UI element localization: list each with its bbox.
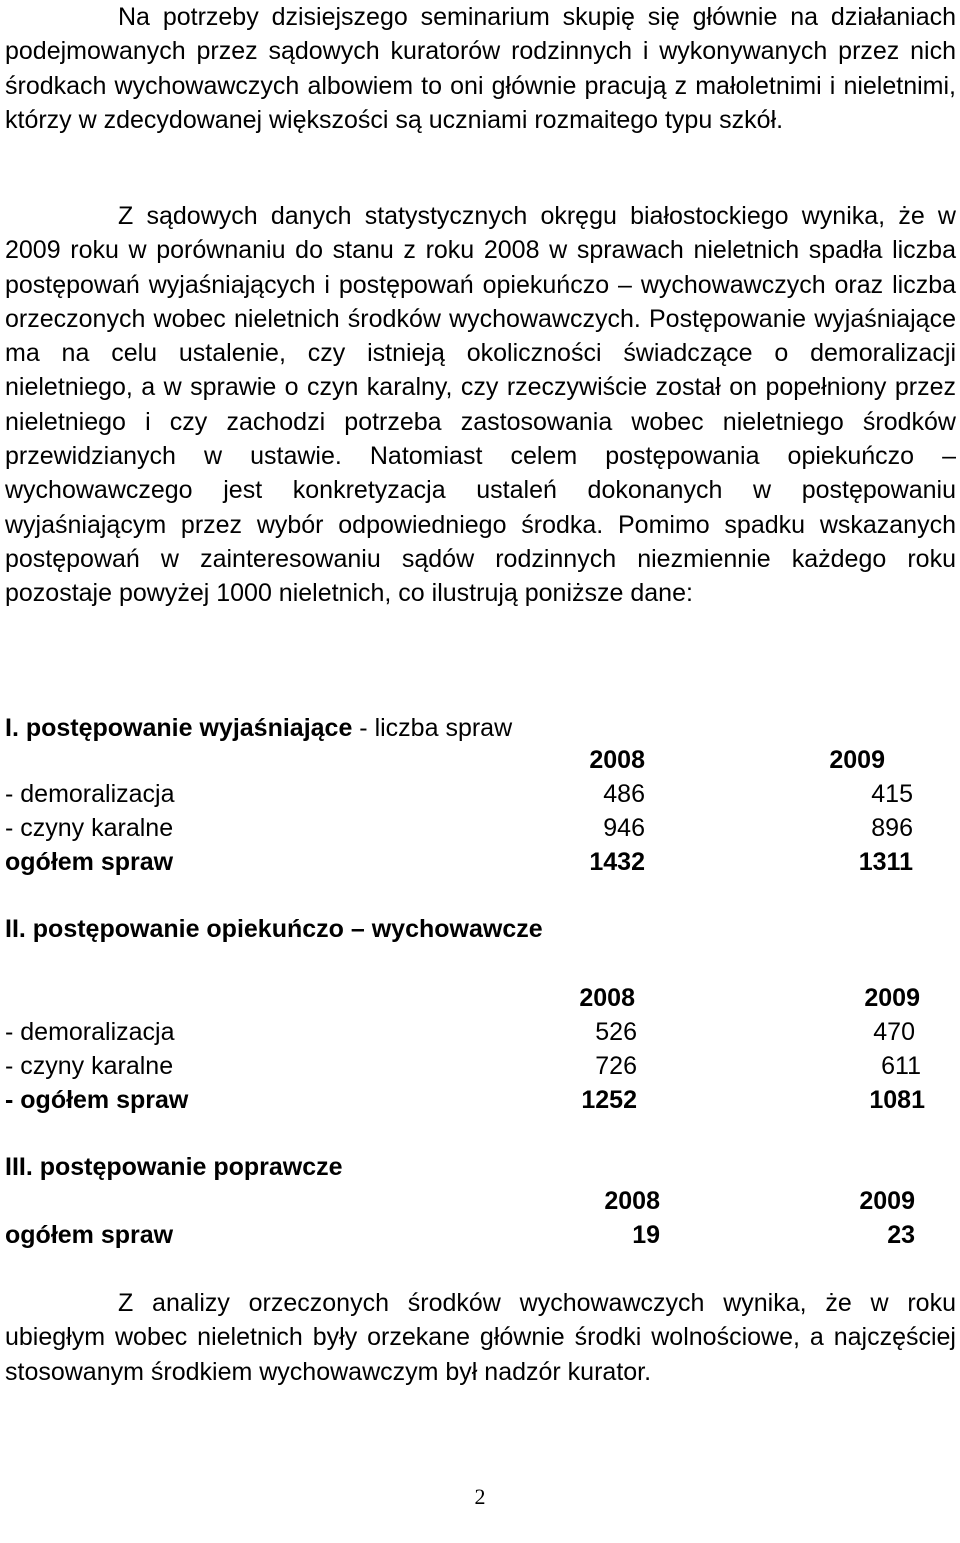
section-1-year-2009: 2009 bbox=[829, 746, 885, 774]
section-1-title bbox=[5, 711, 512, 745]
table-row bbox=[5, 1049, 955, 1083]
section-1-year-header bbox=[5, 743, 955, 777]
section-3-year-header bbox=[5, 1184, 955, 1218]
section-2-title: II. postępowanie opiekuńczo – wychowawcze bbox=[5, 915, 543, 943]
section-1-title-rest: - liczba spraw bbox=[352, 714, 513, 742]
row-label: - demoralizacja bbox=[5, 1018, 175, 1046]
value-2009: 1081 bbox=[869, 1086, 925, 1114]
section-2-year-header bbox=[5, 981, 955, 1015]
section-2-year-2009: 2009 bbox=[864, 984, 920, 1012]
section-2-year-2008: 2008 bbox=[579, 984, 635, 1012]
value-2009: 470 bbox=[873, 1018, 915, 1046]
row-label: - czyny karalne bbox=[5, 814, 174, 842]
value-2008: 1432 bbox=[589, 848, 645, 876]
value-2008: 726 bbox=[595, 1052, 637, 1080]
intro-paragraph: Na potrzeby dzisiejszego seminarium skupię się głównie na działaniach podejmowanych przez sądowych kuratorów rodzinnych i wykonywanych przez nich środkach wychowawczych albowiem to oni głównie pracują z małoletnimi i nieletnimi, którzy w zdecydowanej większości są uczniami rozmaitego typu szkół. bbox=[5, 3, 956, 134]
conclusion-paragraph: Z analizy orzeczonych środków wychowawczych wynika, że w roku ubiegłym wobec nieletnich były orzekane głównie środki wolnościowe, a najczęściej stosowanym środkiem wychowawczym był nadzór kurator. bbox=[5, 1289, 956, 1386]
section-3-year-2008: 2008 bbox=[604, 1187, 660, 1215]
row-label: - demoralizacja bbox=[5, 780, 175, 808]
value-2009: 415 bbox=[871, 780, 913, 808]
section-3-title: III. postępowanie poprawcze bbox=[5, 1153, 343, 1181]
value-2009: 611 bbox=[881, 1052, 921, 1080]
page-number: 2 bbox=[474, 1484, 486, 1509]
value-2009: 896 bbox=[871, 814, 913, 842]
row-label: - ogółem spraw bbox=[5, 1086, 189, 1114]
value-2009: 23 bbox=[887, 1221, 915, 1249]
section-1-title-bold: I. postępowanie wyjaśniające bbox=[5, 714, 353, 742]
table-row-total bbox=[5, 845, 955, 879]
section-1-year-2008: 2008 bbox=[589, 746, 645, 774]
row-label: ogółem spraw bbox=[5, 1221, 174, 1249]
value-2009: 1311 bbox=[858, 848, 913, 876]
table-row-total bbox=[5, 1218, 955, 1252]
table-row-total bbox=[5, 1083, 955, 1117]
section-3-year-2009: 2009 bbox=[859, 1187, 915, 1215]
table-row bbox=[5, 811, 955, 845]
value-2008: 946 bbox=[603, 814, 645, 842]
row-label: ogółem spraw bbox=[5, 848, 174, 876]
statistics-paragraph: Z sądowych danych statystycznych okręgu białostockiego wynika, że w 2009 roku w porównaniu do stanu z roku 2008 w sprawach nieletnich spadła liczba postępowań wyjaśniających i postępowań opiekuńczo – wychowawczych oraz liczba orzeczonych wobec nieletnich środków wychowawczych. Postępowanie wyjaśniające ma na celu ustalenie, czy istnieją okoliczności świadczące o demoralizacji nieletniego, a w sprawie o czyn karalny, czy rzeczywiście został on popełniony przez nieletniego i czy zachodzi potrzeba zastosowania wobec nieletniego środków przewidzianych w ustawie. Natomiast celem postępowania opiekuńczo – wychowawczego jest konkretyzacja ustaleń dokonanych w postępowaniu wyjaśniającym przez wybór odpowiedniego środka. Pomimo spadku wskazanych postępowań w zainteresowaniu sądów rodzinnych niezmiennie każdego roku pozostaje powyżej 1000 nieletnich, co ilustrują poniższe dane: bbox=[5, 202, 956, 608]
table-row bbox=[5, 777, 955, 811]
value-2008: 19 bbox=[632, 1221, 660, 1249]
value-2008: 486 bbox=[603, 780, 645, 808]
row-label: - czyny karalne bbox=[5, 1052, 174, 1080]
value-2008: 526 bbox=[595, 1018, 637, 1046]
table-row bbox=[5, 1015, 955, 1049]
value-2008: 1252 bbox=[581, 1086, 637, 1114]
